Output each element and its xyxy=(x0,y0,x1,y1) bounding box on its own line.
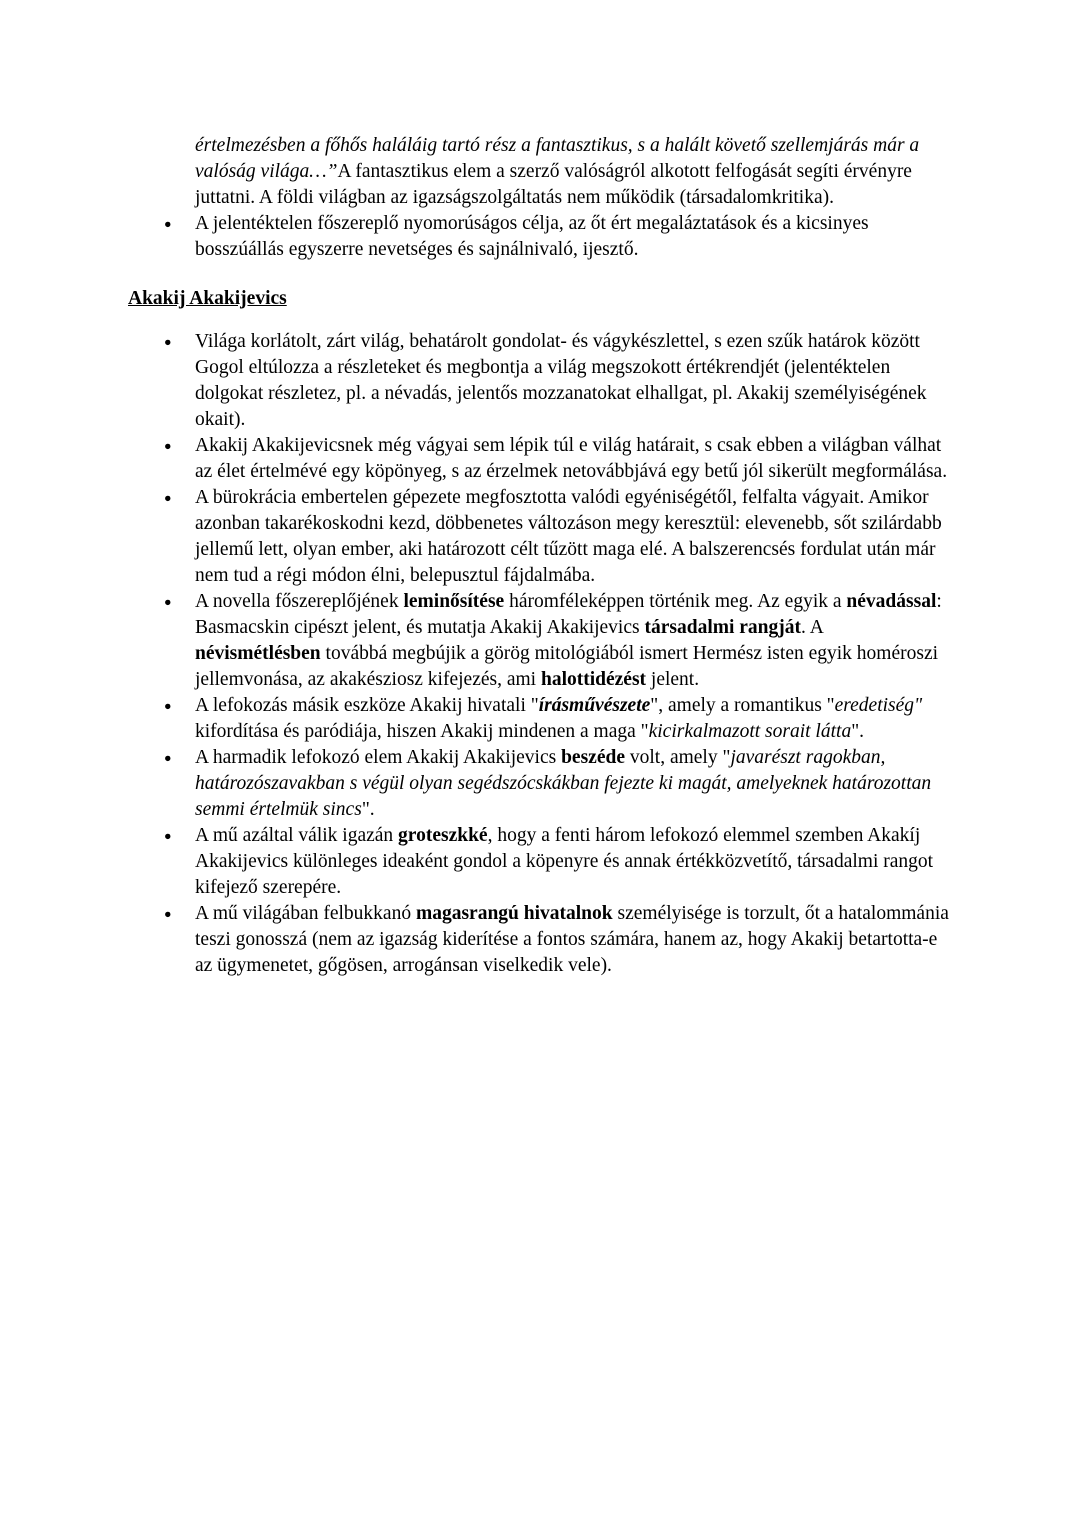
text-run: A bürokrácia embertelen gépezete megfosztotta valódi egyéniségétől, felfalta vágyait. Amikor azonban takarékoskodni kezd, döbbenetes változáson megy keresztül: elevenebb, sőt szilárdabb jellemű lett, olyan ember, aki határozott célt tűzött maga elé. A balszerencsés fordulat után már nem tud a régi módon élni, belepusztul fájdalmába. xyxy=(195,487,942,586)
continuation-paragraph xyxy=(195,133,952,211)
text-run: ", amely a romantikus " xyxy=(650,695,835,716)
list-item xyxy=(195,693,952,745)
text-run: magasrangú hivatalnok xyxy=(415,903,613,924)
text-run: A jelentéktelen főszereplő nyomorúságos célja, az őt ért megaláztatások és a kicsinyes bosszúállás egyszerre nevetséges és sajnálnivaló, ijesztő. xyxy=(195,213,869,260)
text-run: A mű azáltal válik igazán xyxy=(195,825,399,846)
text-run: : Basmacskin cipészt jelent, és mutatja Akakij Akakijevics xyxy=(195,591,942,638)
list-item xyxy=(195,589,952,693)
list-item xyxy=(195,823,952,901)
text-run: továbbá megbújik a görög mitológiából ismert Hermész isten egyik homéroszi jellemvonása, az akakésziosz kifejezés, ami xyxy=(195,643,939,690)
text-run: javarészt ragokban, határozószavakban s végül olyan segédszócskákban fejezte ki magát, amelyeknek határozottan semmi értelmük sincs xyxy=(195,747,932,820)
text-run: társadalmi rangját xyxy=(644,617,802,638)
text-run: A lefokozás másik eszköze Akakij hivatali " xyxy=(195,695,539,716)
list-item xyxy=(195,745,952,823)
list-item xyxy=(195,901,952,979)
text-run: Világa korlátolt, zárt világ, behatárolt gondolat- és vágykészlettel, s ezen szűk határok között Gogol eltúlozza a részleteket és megbontja a világ megszokott értékrendjét (jelentéktelen dolgokat részletez, pl. a névadás, jelentős mozzanatokat elhallgat, pl. Akakij személyiségének okait). xyxy=(195,331,927,430)
text-run: eredetiség" xyxy=(834,695,923,716)
text-run: beszéde xyxy=(561,747,625,768)
text-run: névadással xyxy=(846,591,937,612)
text-run: értelmezésben a főhős haláláig tartó rész a fantasztikus, s a halált követő szellemjárás már a valóság világa…” xyxy=(195,135,920,182)
text-run: írásművészete xyxy=(538,695,651,716)
text-run: ". xyxy=(361,799,375,820)
text-run: A mű világában felbukkanó xyxy=(195,903,416,924)
text-run: személyisége is torzult, őt a hatalommánia teszi gonosszá (nem az igazság kiderítése a fontos számára, hanem az, hogy Akakij betartotta-e az ügymenetet, gőgösen, arrogánsan viselkedik vele). xyxy=(195,903,949,976)
text-run: leminősítése xyxy=(403,591,505,612)
text-run: A novella főszereplőjének xyxy=(195,591,404,612)
text-run: volt, amely " xyxy=(624,747,731,768)
text-run: jelent. xyxy=(646,669,700,690)
list-item xyxy=(195,433,952,485)
text-run: kicirkalmazott sorait látta xyxy=(648,721,852,742)
text-run: kifordítása és paródiája, hiszen Akakij mindenen a maga " xyxy=(195,721,649,742)
text-run: halottidézést xyxy=(540,669,647,690)
section-bullet-list xyxy=(128,329,952,979)
text-run: . A xyxy=(801,617,823,638)
text-run: A fantasztikus elem a szerző valóságról alkotott felfogását segíti érvényre juttatni. A földi világban az igazságszolgáltatás nem működik (társadalomkritika). xyxy=(195,161,912,208)
text-run: névismétlésben xyxy=(195,643,321,664)
text-run: groteszkké xyxy=(398,825,488,846)
text-run: háromféleképpen történik meg. Az egyik a xyxy=(504,591,847,612)
text-run: , hogy a fenti három lefokozó elemmel szemben Akakíj Akakijevics különleges ideaként gondol a köpenyre és annak értékközvetítő, társadalmi rangot kifejező szerepére. xyxy=(195,825,934,898)
text-run: A harmadik lefokozó elem Akakij Akakijevics xyxy=(195,747,562,768)
list-item xyxy=(195,211,952,263)
text-run: ". xyxy=(851,721,865,742)
list-item xyxy=(195,485,952,589)
list-item xyxy=(195,329,952,433)
top-bullet-list xyxy=(128,211,952,263)
section-heading: Akakij Akakijevics xyxy=(128,288,287,309)
text-run: Akakij Akakijevicsnek még vágyai sem lépik túl e világ határait, s csak ebben a világban válhat az élet értelmévé egy köpönyeg, s az érzelmek netovábbjává egy betű jól sikerült megformálása. xyxy=(195,435,948,482)
